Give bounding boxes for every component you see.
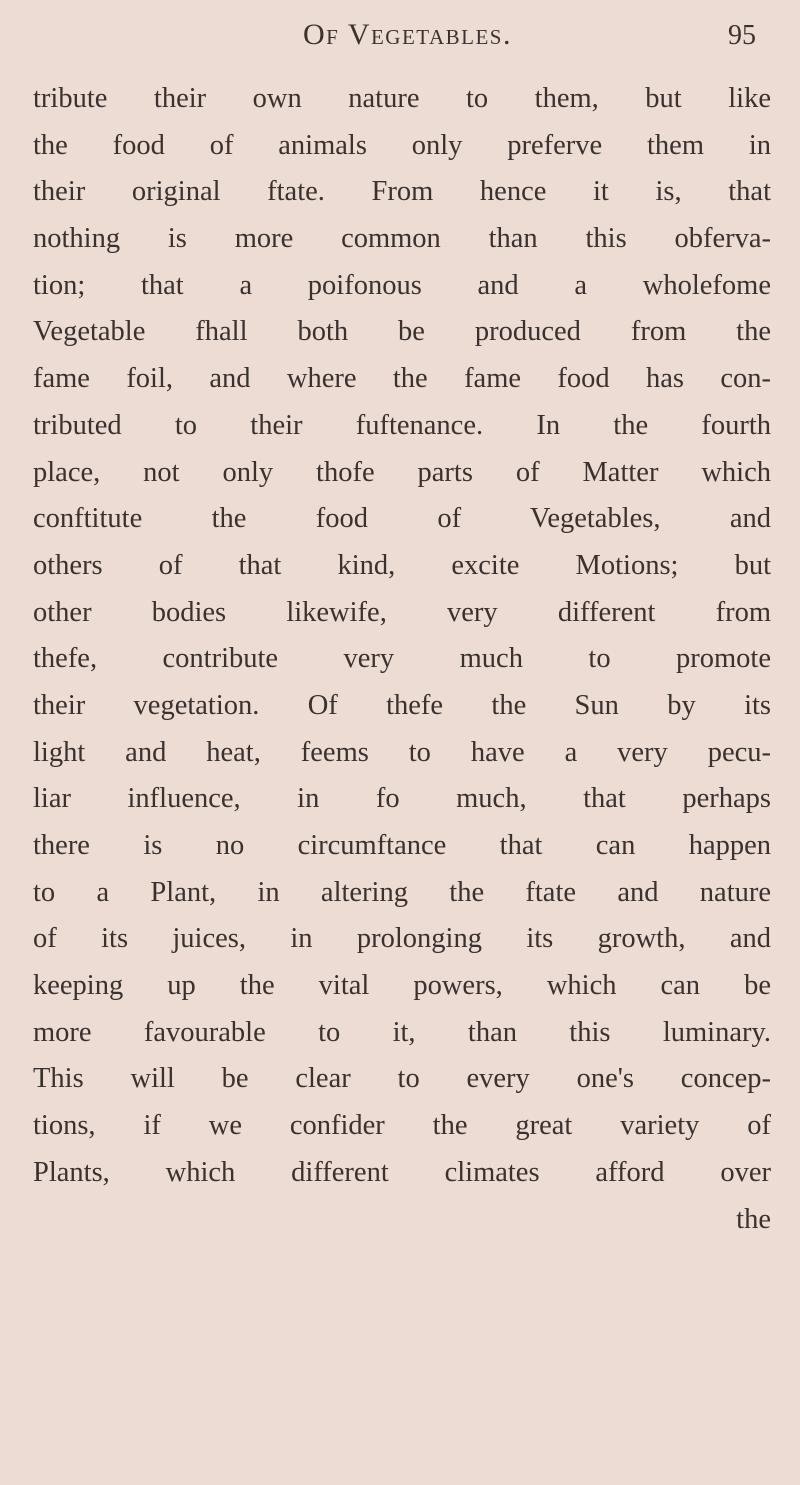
text-line: to a Plant, in altering the ftate and nature: [33, 876, 771, 908]
text-line: their vegetation. Of thefe the Sun by its: [33, 689, 771, 721]
text-line: place, not only thofe parts of Matter which: [33, 456, 771, 488]
text-line: of its juices, in prolonging its growth, and: [33, 923, 771, 955]
text-line: keeping up the vital powers, which can be: [33, 970, 771, 1002]
text-line: the food of animals only preferve them in: [33, 129, 771, 161]
text-line: tions, if we confider the great variety of: [33, 1110, 771, 1142]
text-line: tribute their own nature to them, but like: [33, 83, 771, 114]
text-line: nothing is more common than this obferva-: [33, 223, 771, 255]
text-line: Vegetable fhall both be produced from the: [33, 316, 771, 348]
body-text: [33, 76, 771, 1243]
page-number: 95: [728, 20, 756, 51]
text-line: tributed to their fuftenance. In the fourth: [33, 409, 771, 441]
text-line: there is no circumftance that can happen: [33, 830, 771, 861]
running-title: Of Vegetables.: [303, 18, 512, 51]
catchword: the: [736, 1203, 771, 1235]
page-header: [0, 18, 800, 62]
text-line: fame foil, and where the fame food has con-: [33, 363, 771, 395]
text-line: their original ftate. From hence it is, that: [33, 176, 771, 208]
text-line: tion; that a poifonous and a wholefome: [33, 269, 771, 301]
text-line: light and heat, feems to have a very pecu-: [33, 736, 771, 768]
text-line: other bodies likewife, very different from: [33, 596, 771, 628]
text-line: others of that kind, excite Motions; but: [33, 549, 771, 581]
text-line: Plants, which different climates afford over: [33, 1156, 771, 1188]
text-line: more favourable to it, than this luminary.: [33, 1016, 771, 1048]
text-line: liar influence, in fo much, that perhaps: [33, 783, 771, 815]
text-line: thefe, contribute very much to promote: [33, 643, 771, 675]
text-line: This will be clear to every one's concep-: [33, 1063, 771, 1095]
text-line: conftitute the food of Vegetables, and: [33, 503, 771, 535]
